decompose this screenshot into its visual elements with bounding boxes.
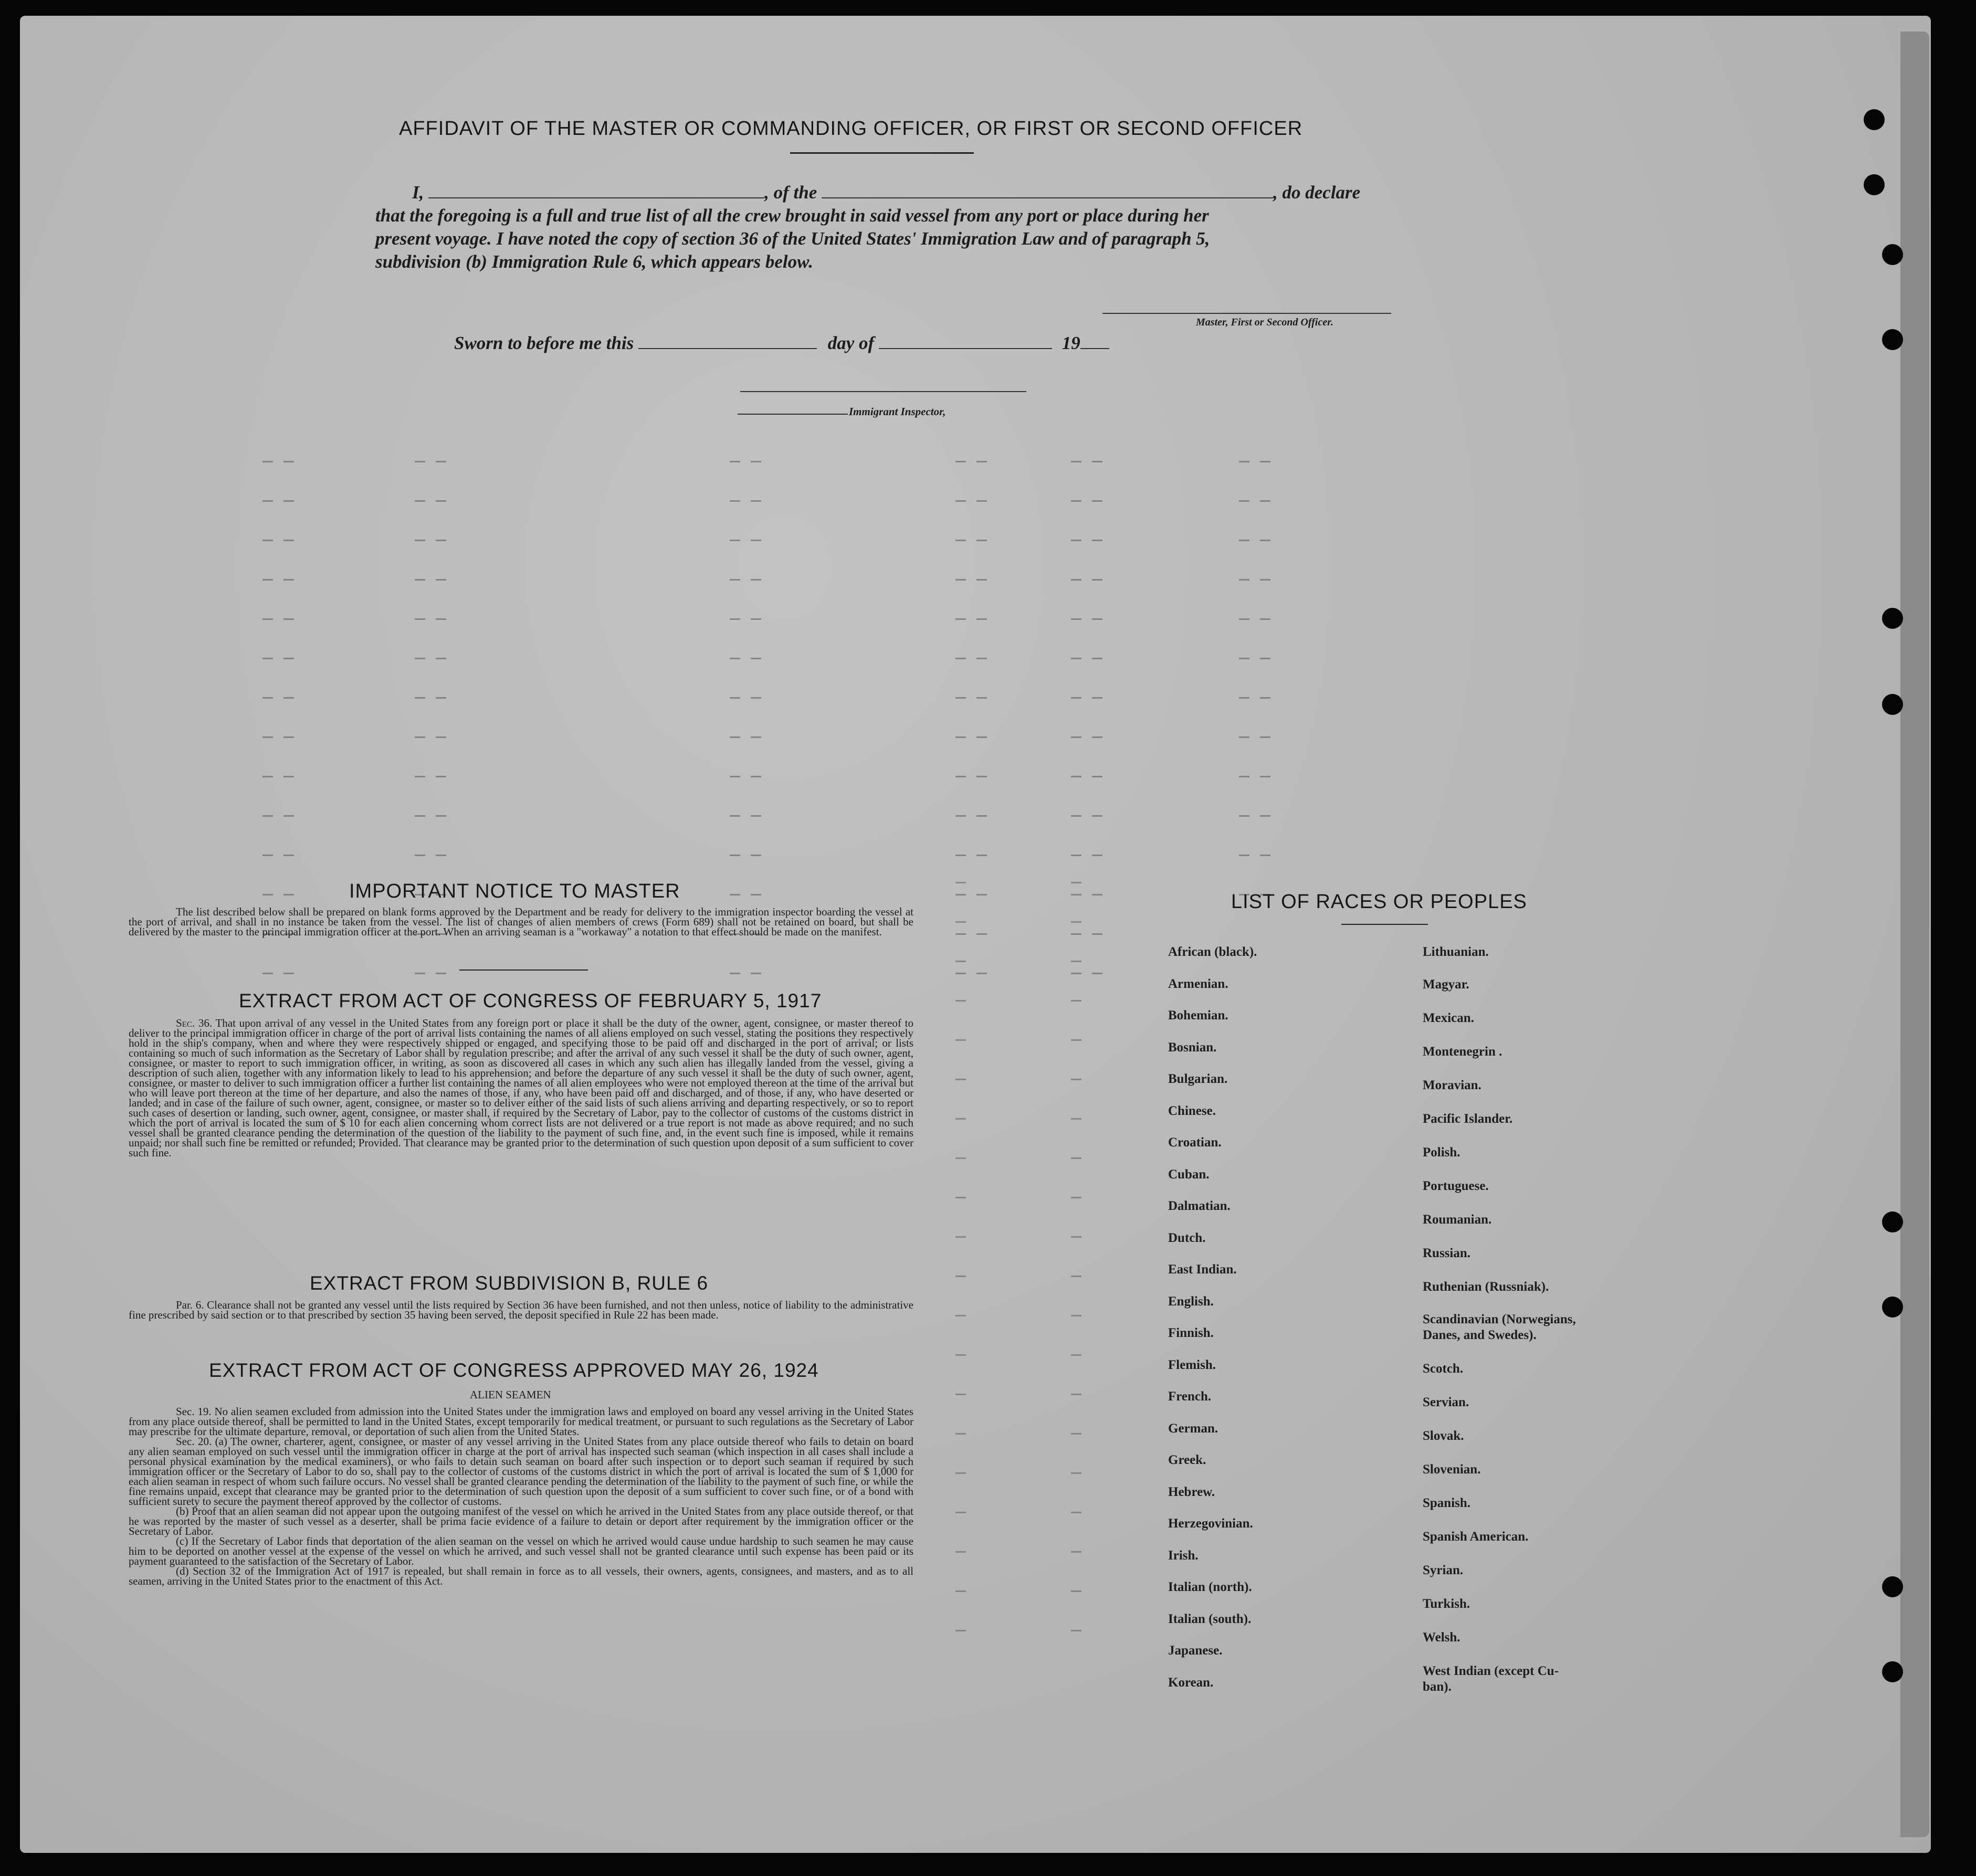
grid-dash <box>436 973 446 974</box>
grid-dash <box>955 1197 966 1198</box>
grid-dash <box>262 776 273 777</box>
race-item: Slovenian. <box>1423 1462 1481 1477</box>
grid-dash <box>1071 1236 1081 1238</box>
grid-dash <box>730 618 740 620</box>
grid-dash <box>1260 618 1270 620</box>
affidavit-line1-c: , do declare <box>1273 182 1361 203</box>
grid-dash <box>955 1315 966 1316</box>
grid-dash <box>730 894 740 895</box>
grid-dash <box>262 973 273 974</box>
grid-dash <box>262 500 273 502</box>
grid-dash <box>283 697 294 699</box>
grid-dash <box>955 933 966 935</box>
grid-dash <box>436 815 446 817</box>
affidavit-text <box>375 181 1394 273</box>
race-item: East Indian. <box>1168 1262 1237 1277</box>
grid-dash <box>955 1590 966 1592</box>
grid-dash <box>1239 855 1249 856</box>
grid-dash <box>1092 540 1102 541</box>
binder-hole <box>1882 1576 1903 1597</box>
grid-dash <box>1092 855 1102 856</box>
grid-dash <box>955 776 966 777</box>
grid-dash <box>1071 815 1081 817</box>
races-title: LIST OF RACES OR PEOPLES <box>1231 891 1527 913</box>
grid-dash <box>415 540 425 541</box>
race-item: Montenegrin . <box>1423 1045 1502 1059</box>
grid-dash <box>415 973 425 974</box>
grid-dash <box>976 697 987 699</box>
grid-dash <box>1071 1315 1081 1316</box>
sworn-day-blank <box>638 348 817 349</box>
grid-dash <box>955 618 966 620</box>
race-item: German. <box>1168 1421 1218 1436</box>
race-item: Mexican. <box>1423 1011 1474 1025</box>
race-item: Italian (north). <box>1168 1580 1252 1594</box>
grid-dash <box>955 579 966 581</box>
grid-dash <box>976 736 987 738</box>
grid-dash <box>955 1000 966 1002</box>
inspector-caption: Immigrant Inspector, <box>849 405 946 418</box>
grid-dash <box>1071 1079 1081 1080</box>
grid-dash <box>1260 776 1270 777</box>
race-item: Pacific Islander. <box>1423 1112 1513 1126</box>
race-item: Dutch. <box>1168 1230 1206 1245</box>
grid-dash <box>1260 736 1270 738</box>
grid-dash <box>1260 461 1270 462</box>
race-item: African (black). <box>1168 945 1257 959</box>
race-item: Spanish. <box>1423 1496 1471 1510</box>
grid-dash <box>1071 1197 1081 1198</box>
race-item: Dalmatian. <box>1168 1199 1231 1213</box>
grid-dash <box>976 540 987 541</box>
race-item: Turkish. <box>1423 1597 1470 1611</box>
race-item: English. <box>1168 1294 1214 1309</box>
affidavit-line4: subdivision (b) Immigration Rule 6, which appears below. <box>375 251 813 272</box>
grid-dash <box>1071 540 1081 541</box>
grid-dash <box>1071 1354 1081 1356</box>
grid-dash <box>751 815 761 817</box>
grid-dash <box>751 461 761 462</box>
extract-1924-subtitle: ALIEN SEAMEN <box>470 1388 551 1401</box>
grid-dash <box>1071 933 1081 935</box>
race-item: Lithuanian. <box>1423 945 1489 959</box>
grid-dash <box>1239 776 1249 777</box>
grid-dash <box>1260 815 1270 817</box>
inspector-line-top <box>740 391 1026 392</box>
grid-dash <box>262 618 273 620</box>
grid-dash <box>1239 461 1249 462</box>
grid-dash <box>1071 1000 1081 1002</box>
grid-dash <box>1260 540 1270 541</box>
grid-dash <box>955 815 966 817</box>
grid-dash <box>436 697 446 699</box>
grid-dash <box>1071 1472 1081 1474</box>
binder-hole <box>1882 244 1903 265</box>
grid-dash <box>955 658 966 659</box>
sworn-year: 19 <box>1061 333 1080 353</box>
race-item: Moravian. <box>1423 1078 1481 1092</box>
grid-dash <box>976 579 987 581</box>
grid-dash <box>751 618 761 620</box>
grid-dash <box>1071 961 1081 962</box>
grid-dash <box>955 1039 966 1041</box>
grid-dash <box>1071 1157 1081 1159</box>
grid-dash <box>415 815 425 817</box>
grid-dash <box>1239 618 1249 620</box>
binder-hole <box>1882 329 1903 350</box>
extract-1924-sec20d: (d) Section 32 of the Immigration Act of 1917 is repealed, but shall remain in force as to all vessels, their owners, agents, consignees, and masters, and as to all seamen, arriving in the United States prior to the enactment of this Act. <box>129 1565 913 1587</box>
grid-dash <box>730 697 740 699</box>
grid-dash <box>955 1394 966 1395</box>
notice-underline <box>459 969 588 971</box>
inspector-line <box>738 414 848 415</box>
race-item: Armenian. <box>1168 976 1228 991</box>
grid-dash <box>1071 973 1081 974</box>
grid-dash <box>1092 500 1102 502</box>
grid-dash <box>955 736 966 738</box>
race-item: Portuguese. <box>1423 1179 1489 1193</box>
extract-1924-title: EXTRACT FROM ACT OF CONGRESS APPROVED MAY 26, 1924 <box>209 1359 819 1381</box>
race-item: Slovak. <box>1423 1429 1464 1443</box>
name-blank <box>428 197 764 198</box>
grid-dash <box>415 461 425 462</box>
race-item: Roumanian. <box>1423 1213 1492 1227</box>
binder-hole <box>1882 694 1903 715</box>
grid-dash <box>1239 697 1249 699</box>
race-item: Russian. <box>1423 1246 1471 1260</box>
signature-caption: Master, First or Second Officer. <box>1196 317 1333 328</box>
affidavit-line1-b: , of the <box>764 182 817 203</box>
grid-dash <box>262 658 273 659</box>
grid-dash <box>1071 1512 1081 1513</box>
grid-dash <box>1071 882 1081 883</box>
grid-dash <box>1239 815 1249 817</box>
grid-dash <box>415 579 425 581</box>
race-item: Syrian. <box>1423 1563 1464 1577</box>
grid-dash <box>976 933 987 935</box>
grid-dash <box>1260 855 1270 856</box>
grid-dash <box>955 540 966 541</box>
race-item: Bohemian. <box>1168 1008 1228 1023</box>
grid-dash <box>283 855 294 856</box>
extract-1924-sec20c: (c) If the Secretary of Labor finds that deportation of the alien seaman on the vessel on which he arrived would cause undue hardship to such seamen he may cause him to be deported on another vessel at the expense of the vessel on which he arrived, and such vessel shall not be granted clearance until such expense has been paid or its payment guaranteed to the satisfaction of the Secretary of Labor. <box>129 1535 913 1567</box>
grid-dash <box>1092 736 1102 738</box>
grid-dash <box>955 461 966 462</box>
grid-dash <box>1260 500 1270 502</box>
grid-dash <box>1239 658 1249 659</box>
grid-dash <box>730 973 740 974</box>
extract-1924-text <box>129 1407 913 1586</box>
grid-dash <box>1092 973 1102 974</box>
grid-dash <box>730 776 740 777</box>
grid-dash <box>730 579 740 581</box>
grid-dash <box>751 736 761 738</box>
grid-dash <box>283 618 294 620</box>
grid-dash <box>1071 1118 1081 1120</box>
grid-dash <box>955 1512 966 1513</box>
grid-dash <box>955 1354 966 1356</box>
grid-dash <box>1071 579 1081 581</box>
grid-dash <box>955 1551 966 1553</box>
race-item: Herzegovinian. <box>1168 1516 1253 1531</box>
grid-dash <box>751 894 761 895</box>
binder-hole <box>1864 109 1885 130</box>
grid-dash <box>415 736 425 738</box>
grid-dash <box>436 540 446 541</box>
grid-dash <box>262 815 273 817</box>
grid-dash <box>976 894 987 895</box>
grid-dash <box>955 1157 966 1159</box>
grid-dash <box>1071 697 1081 699</box>
grid-dash <box>955 961 966 962</box>
race-item: Scotch. <box>1423 1362 1464 1376</box>
grid-dash <box>283 815 294 817</box>
grid-dash <box>751 855 761 856</box>
binder-hole <box>1882 1211 1903 1232</box>
grid-dash <box>415 776 425 777</box>
affidavit-line3: present voyage. I have noted the copy of section 36 of the United States' Immigration Law and of paragraph 5, <box>375 228 1210 249</box>
grid-dash <box>1239 500 1249 502</box>
sworn-month-blank <box>879 348 1052 349</box>
grid-dash <box>262 461 273 462</box>
grid-dash <box>283 973 294 974</box>
grid-dash <box>1092 461 1102 462</box>
grid-dash <box>1260 658 1270 659</box>
sworn-text: Sworn to before me this <box>454 333 634 353</box>
grid-dash <box>730 500 740 502</box>
extract-1917-title: EXTRACT FROM ACT OF CONGRESS OF FEBRUARY 5, 1917 <box>239 990 822 1011</box>
grid-dash <box>1071 776 1081 777</box>
grid-dash <box>730 855 740 856</box>
grid-dash <box>976 815 987 817</box>
race-item: Finnish. <box>1168 1326 1214 1340</box>
sworn-line <box>454 333 1109 354</box>
grid-dash <box>955 1472 966 1474</box>
grid-dash <box>976 500 987 502</box>
grid-dash <box>436 579 446 581</box>
binder-hole <box>1864 174 1885 195</box>
extract-rule6-text <box>129 1300 913 1320</box>
grid-dash <box>262 894 273 895</box>
notice-text: The list described below shall be prepared on blank forms approved by the Department and be ready for delivery to the immigration inspector boarding the vessel at the port of arrival, and shall in no instance be taken from the vessel. The list of changes of alien members of crews (Form 689) shall not be retained on board, but shall be delivered by the master to the principal immigration officer at the port. When an arriving seaman is a "workaway" a notation to that effect should be made on the manifest. <box>129 905 913 938</box>
race-item: Flemish. <box>1168 1357 1216 1372</box>
grid-dash <box>1071 658 1081 659</box>
extract-rule6-par: Par. 6. <box>176 1299 204 1311</box>
race-item: Bosnian. <box>1168 1040 1217 1055</box>
grid-dash <box>1071 1433 1081 1435</box>
race-item: ban). <box>1423 1680 1452 1694</box>
grid-dash <box>1092 933 1102 935</box>
grid-dash <box>262 736 273 738</box>
notice-title: IMPORTANT NOTICE TO MASTER <box>349 880 680 902</box>
binder-hole <box>1882 608 1903 629</box>
grid-dash <box>283 461 294 462</box>
race-item: Polish. <box>1423 1145 1460 1160</box>
grid-dash <box>955 1079 966 1080</box>
grid-dash <box>283 500 294 502</box>
grid-dash <box>262 579 273 581</box>
grid-dash <box>1071 894 1081 895</box>
grid-dash <box>415 618 425 620</box>
sworn-day-of: day of <box>827 333 875 353</box>
affidavit-line1-a: I, <box>412 182 424 203</box>
grid-dash <box>436 658 446 659</box>
grid-dash <box>955 500 966 502</box>
grid-dash <box>1092 815 1102 817</box>
grid-dash <box>1260 697 1270 699</box>
grid-dash <box>1092 618 1102 620</box>
race-item: Ruthenian (Russniak). <box>1423 1280 1549 1294</box>
race-item: Magyar. <box>1423 977 1469 992</box>
grid-dash <box>1071 1039 1081 1041</box>
grid-dash <box>1239 736 1249 738</box>
race-item: Japanese. <box>1168 1643 1223 1658</box>
grid-dash <box>976 461 987 462</box>
binder-hole <box>1882 1297 1903 1318</box>
race-item: French. <box>1168 1389 1212 1404</box>
grid-dash <box>730 815 740 817</box>
grid-dash <box>262 697 273 699</box>
page-edge <box>1900 31 1929 1837</box>
extract-rule6-body: Clearance shall not be granted any vessel until the lists required by Section 36 have been furnished, and not then unless, notice of liability to the administrative fine prescribed by said section or to that prescribed by section 35 having been served, the deposit specified in Rule 22 has been made. <box>129 1299 913 1321</box>
grid-dash <box>751 540 761 541</box>
extract-1917-sec: Sec. 36. <box>176 1017 213 1029</box>
binder-hole <box>1882 1661 1903 1682</box>
grid-dash <box>1071 1630 1081 1631</box>
extract-rule6-title: EXTRACT FROM SUBDIVISION B, RULE 6 <box>310 1272 709 1294</box>
grid-dash <box>1071 1590 1081 1592</box>
extract-1924-sec19: Sec. 19. No alien seamen excluded from admission into the United States under the immigration laws and employed on board any vessel arriving in the United States from any place outside thereof, shall be permitted to land in the United States, except temporarily for medical treatment, or pursuant to such regulations as the Secretary of Labor may prescribe for the ultimate departure, removal, or deportation of such alien from the United States. <box>129 1405 913 1438</box>
grid-dash <box>436 618 446 620</box>
grid-dash <box>955 1433 966 1435</box>
grid-dash <box>976 855 987 856</box>
grid-dash <box>955 1118 966 1120</box>
grid-dash <box>751 697 761 699</box>
race-item: Welsh. <box>1423 1630 1460 1645</box>
race-item: Spanish American. <box>1423 1530 1529 1544</box>
races-underline <box>1341 924 1428 925</box>
grid-dash <box>1071 855 1081 856</box>
grid-dash <box>751 776 761 777</box>
grid-dash <box>436 461 446 462</box>
grid-dash <box>1092 697 1102 699</box>
extract-1917-text <box>129 1018 913 1158</box>
grid-dash <box>955 1276 966 1277</box>
grid-dash <box>1071 1276 1081 1277</box>
grid-dash <box>415 855 425 856</box>
race-item: Hebrew. <box>1168 1484 1215 1499</box>
grid-dash <box>730 736 740 738</box>
extract-1924-sec20b: (b) Proof that an alien seaman did not appear upon the outgoing manifest of the vessel on which he arrived in the United States from any place outside thereof, or that he was reported by the master of such vessel as a deserter, shall be prima facie evidence of a failure to detain or deport after requirement by the immigration officer or the Secretary of Labor. <box>129 1505 913 1537</box>
grid-dash <box>1239 579 1249 581</box>
grid-dash <box>976 776 987 777</box>
race-item: Greek. <box>1168 1453 1206 1467</box>
extract-1924-sec20a: Sec. 20. (a) The owner, charterer, agent, consignee, or master of any vessel arriving in the United States from any place outside thereof who fails to detain on board any alien seaman employed on such vessel until the immigration officer in charge at the port of arrival has inspected such seaman (which inspection in all cases shall include a personal physical examination by the medical examiners), or who fails to detain such seaman on board after such inspection or to deport such seaman if required by such immigration officer or the Secretary of Labor to do so, shall pay to the collector of customs of the customs district in which the port of arrival is located the sum of $ 1,000 for each alien seaman in respect of whom such failure occurs. No vessel shall be granted clearance pending the determination of the liability to the payment of such fine, or while the fine remains unpaid, except that clearance may be granted prior to the determination of such question upon the deposit of a sum sufficient to cover such fine, or of a bond with sufficient surety to secure the payment thereof approved by the collector of customs. <box>129 1435 913 1508</box>
grid-dash <box>955 894 966 895</box>
grid-dash <box>976 973 987 974</box>
grid-dash <box>730 461 740 462</box>
grid-dash <box>283 736 294 738</box>
grid-dash <box>1071 736 1081 738</box>
grid-dash <box>415 658 425 659</box>
race-item: Servian. <box>1423 1395 1469 1409</box>
grid-dash <box>436 776 446 777</box>
grid-dash <box>415 697 425 699</box>
grid-dash <box>1260 579 1270 581</box>
grid-dash <box>436 500 446 502</box>
grid-dash <box>1071 461 1081 462</box>
grid-dash <box>283 658 294 659</box>
grid-dash <box>751 500 761 502</box>
race-item: Bulgarian. <box>1168 1072 1228 1086</box>
sworn-year-blank <box>1080 348 1109 349</box>
grid-dash <box>751 658 761 659</box>
grid-dash <box>283 540 294 541</box>
grid-dash <box>262 540 273 541</box>
grid-dash <box>730 658 740 659</box>
grid-dash <box>436 855 446 856</box>
grid-dash <box>1239 540 1249 541</box>
race-item: Croatian. <box>1168 1135 1222 1150</box>
vessel-blank <box>822 197 1273 198</box>
race-item: Irish. <box>1168 1548 1199 1563</box>
grid-dash <box>955 697 966 699</box>
grid-dash <box>1071 1394 1081 1395</box>
grid-dash <box>1071 921 1081 923</box>
grid-dash <box>955 973 966 974</box>
grid-dash <box>1071 500 1081 502</box>
grid-dash <box>283 579 294 581</box>
grid-dash <box>730 540 740 541</box>
signature-line <box>1102 313 1391 314</box>
grid-dash <box>1092 776 1102 777</box>
race-item: Chinese. <box>1168 1103 1216 1118</box>
grid-dash <box>955 855 966 856</box>
race-item: West Indian (except Cu- <box>1423 1664 1559 1678</box>
grid-dash <box>1071 618 1081 620</box>
grid-dash <box>955 1236 966 1238</box>
race-item: Scandinavian (Norwegians, <box>1423 1312 1576 1326</box>
grid-dash <box>976 618 987 620</box>
grid-dash <box>955 921 966 923</box>
race-item: Cuban. <box>1168 1167 1210 1182</box>
grid-dash <box>415 500 425 502</box>
race-item: Korean. <box>1168 1675 1214 1690</box>
grid-dash <box>976 658 987 659</box>
grid-dash <box>955 1630 966 1631</box>
grid-dash <box>1092 579 1102 581</box>
grid-dash <box>751 579 761 581</box>
affidavit-line2: that the foregoing is a full and true list of all the crew brought in said vessel from any port or place during her <box>375 205 1209 226</box>
grid-dash <box>262 855 273 856</box>
race-item: Italian (south). <box>1168 1611 1252 1626</box>
grid-dash <box>751 973 761 974</box>
title-underline <box>790 152 974 154</box>
grid-dash <box>436 736 446 738</box>
grid-dash <box>283 894 294 895</box>
affidavit-title: AFFIDAVIT OF THE MASTER OR COMMANDING OFFICER, OR FIRST OR SECOND OFFICER <box>399 118 1303 140</box>
race-item: Danes, and Swedes). <box>1423 1328 1537 1342</box>
grid-dash <box>955 882 966 883</box>
grid-dash <box>1092 658 1102 659</box>
grid-dash <box>1092 894 1102 895</box>
grid-dash <box>283 776 294 777</box>
extract-1917-body: That upon arrival of any vessel in the United States from any foreign port or place it shall be the duty of the owner, agent, consignee, or master thereof to deliver to the principal immigration officer in charge of the port of arrival lists containing the names of all aliens employed on such vessel, stating the positions they respectively hold in the ship's company, when and where they were respectively shipped or engaged, and specifying those to be paid off and discharged in the port of arrival; or lists containing so much of such information as the Secretary of Labor shall by regulation prescribe; and after the arrival of any such vessel it shall be the duty of such owner, agent, consignee, or master to report to such immigration officer, in writing, as soon as discovered all cases in which any such alien has illegally landed from the vessel, giving a description of such alien, together with any information likely to lead to his apprehension; and before the departure of any such vessel it shall be the duty of such owner, agent, consignee, or master to deliver to such immigration officer a further list containing the names of all alien employees who were not employed thereon at the time of the arrival but who will leave port thereon at the time of her departure, and also the names of those, if any, who have been paid off and discharged, and of those, if any, who have deserted or landed; and in case of the failure of such owner, agent, consignee, or master so to deliver either of the said lists of such aliens arriving and departing respectively, or so to report such cases of desertion or landing, such owner, agent, consignee, or master shall, if required by the Secretary of Labor, pay to the collector of customs of the customs district in which the port of arrival is located the sum of $ 10 for each alien concerning whom correct lists are not delivered or a true report is not made as above required; and no such vessel shall be granted clearance pending the determination of the question of the liability to the payment of such fine, and, in the event such fine is imposed, while it remains unpaid; nor shall such fine be remitted or refunded; Provided. That clearance may be granted prior to the determination of such question upon deposit of a sum sufficient to cover such fine. <box>129 1017 913 1159</box>
grid-dash <box>1071 1551 1081 1553</box>
